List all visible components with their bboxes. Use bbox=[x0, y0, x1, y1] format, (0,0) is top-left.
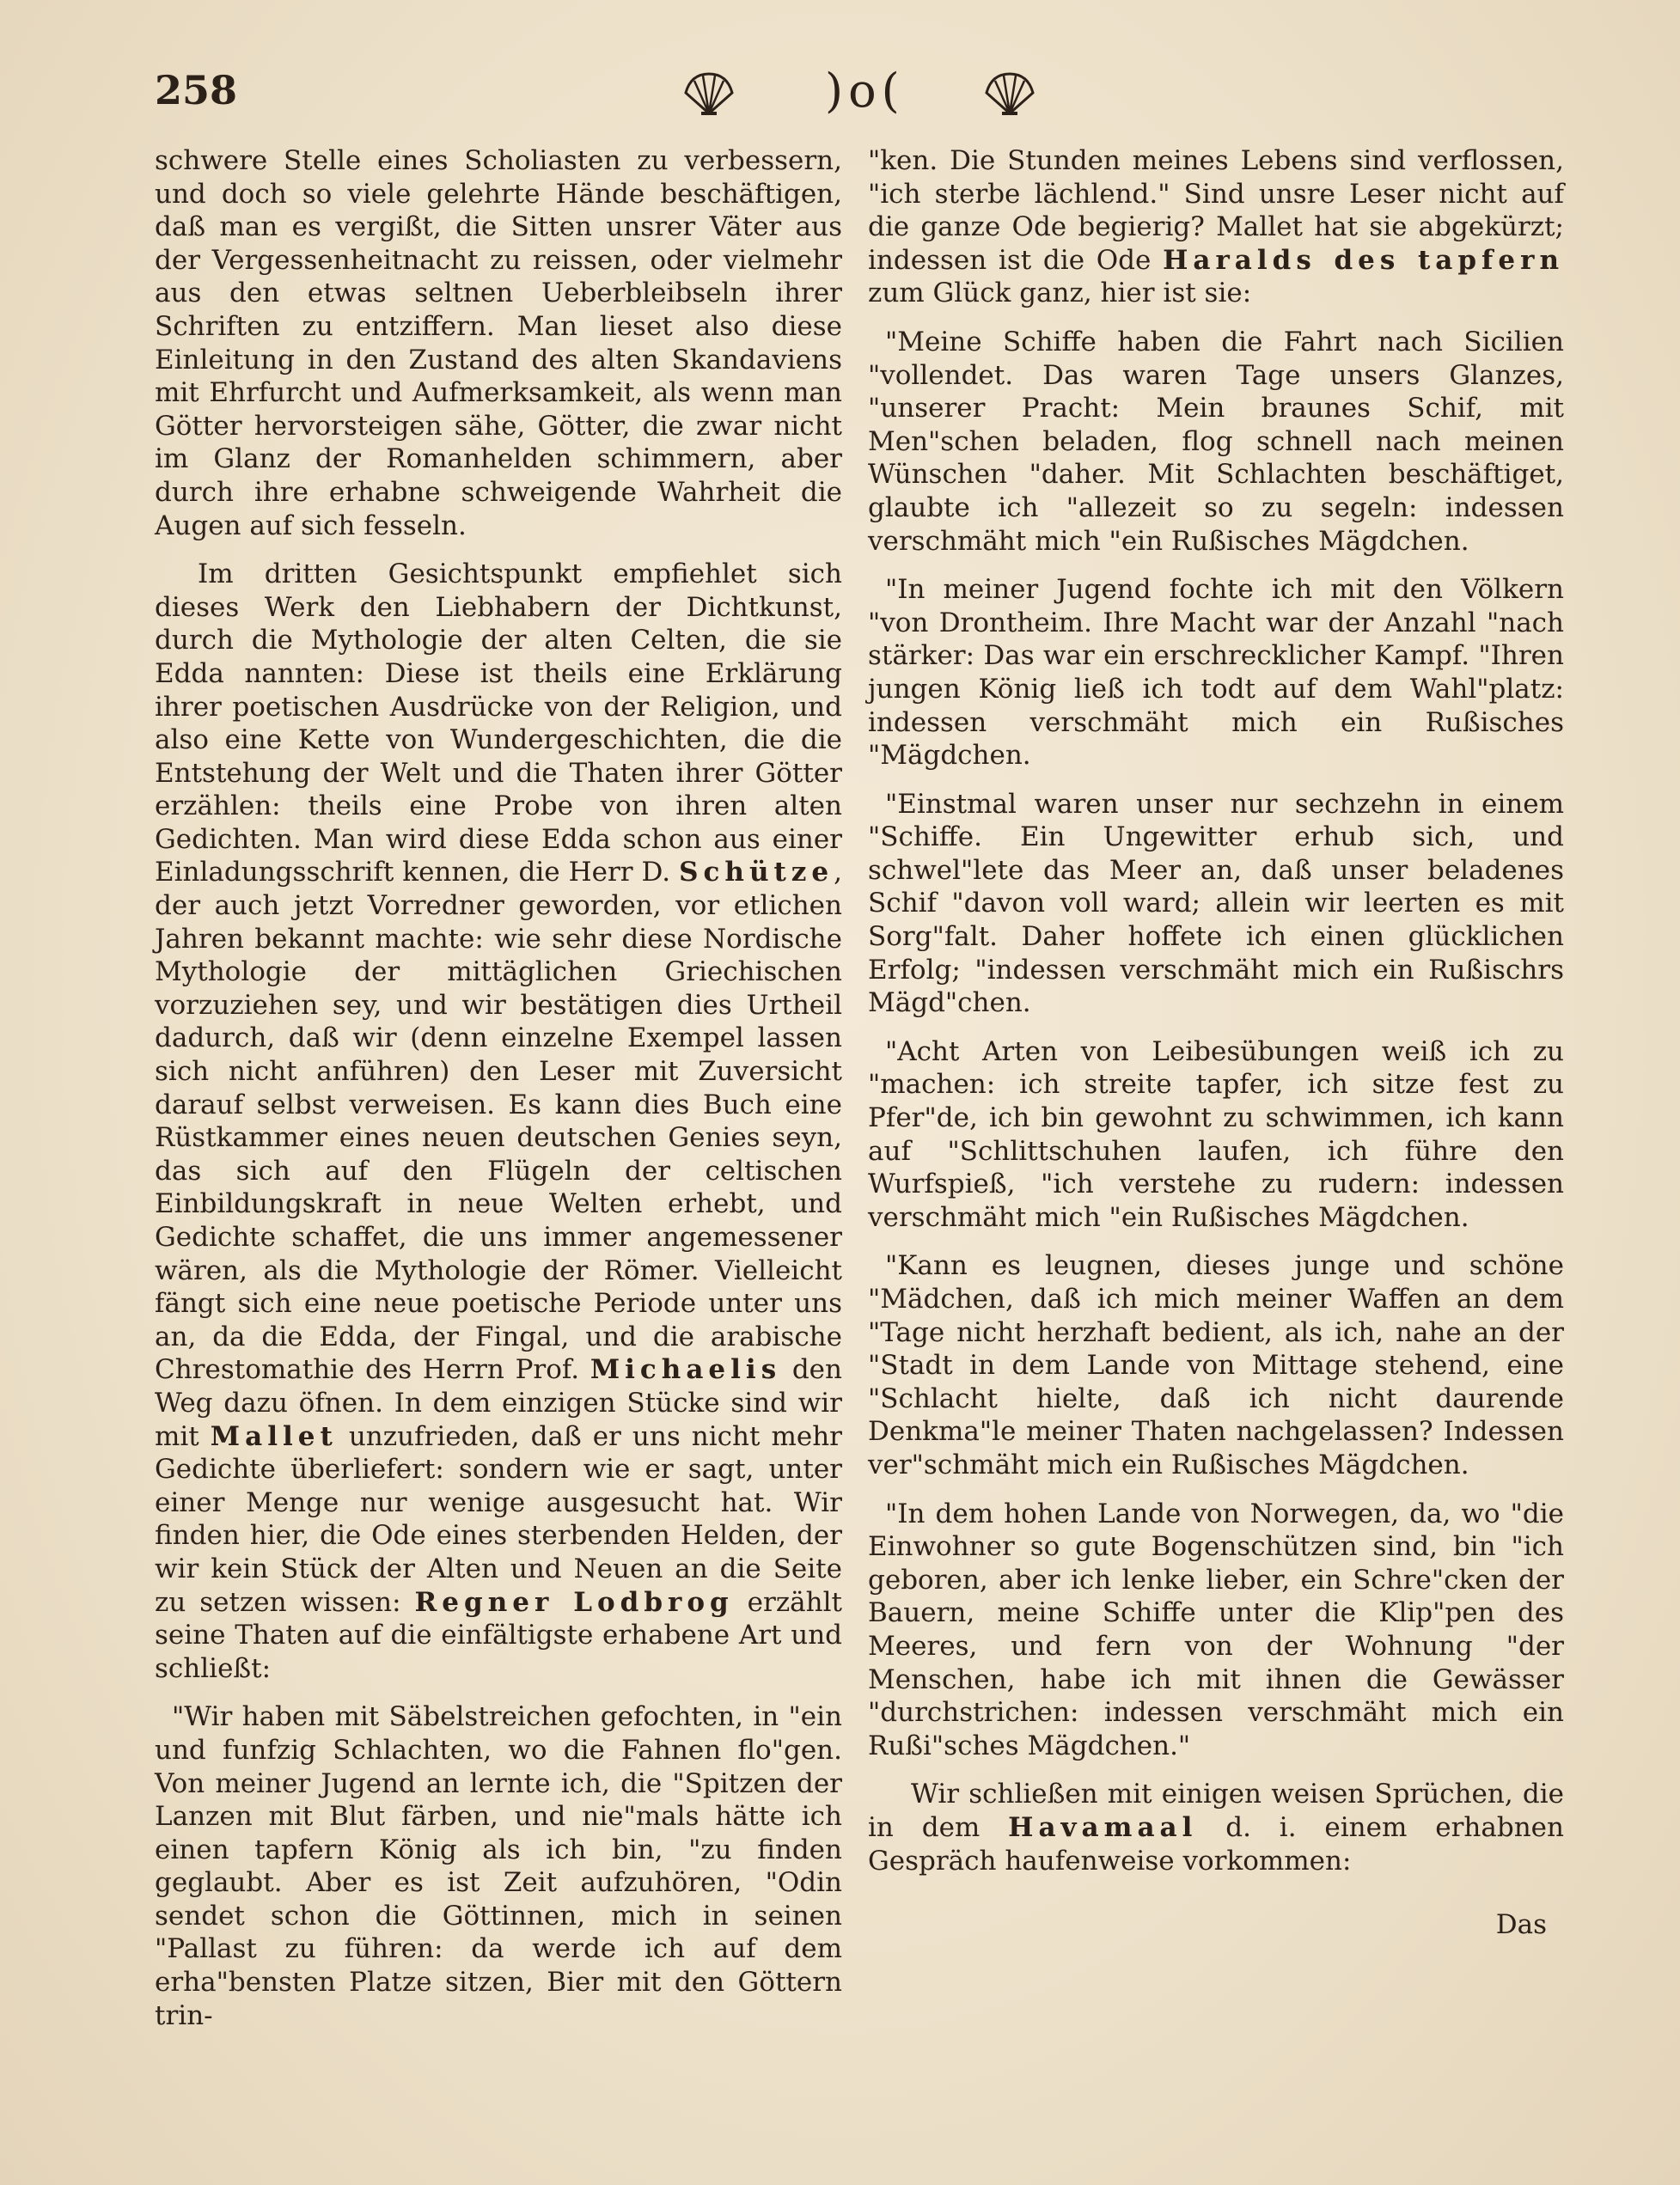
paragraph bbox=[155, 558, 842, 1685]
text-run: Im dritten Gesichtspunkt empfiehlet sich dieses Werk den Liebhabern der Dichtkunst, durch die Mythologie der alten Celten, die sie Edda nannten: Diese ist theils eine Erklärung ihrer poetischen Ausdrücke von der Religion, und also eine Kette von Wundergeschichten, die die Entstehung der Welt und die Thaten ihrer Götter erzählen: theils eine Probe von ihren alten Gedichten. Man wird diese Edda schon aus einer Einladungsschrift kennen, die Herr D. bbox=[155, 558, 842, 888]
text-run: d. i. einem erhabnen Gespräch haufenweise vorkommen: bbox=[868, 1811, 1564, 1877]
emphasized-name: Haralds des tapfern bbox=[1163, 244, 1564, 276]
emphasized-name: Michaelis bbox=[590, 1354, 782, 1386]
header-separator: )o( bbox=[825, 64, 905, 118]
left-column bbox=[155, 144, 842, 2048]
paragraph: schwere Stelle eines Scholiasten zu verbessern, und doch so viele gelehrte Hände beschäftigen, daß man es vergißt, die Sitten unsrer Väter aus der Vergessenheitnacht zu reissen, oder vielmehr aus den etwas seltnen Ueberbleibseln ihrer Schriften zu entziffern. Man lieset also diese Einleitung in den Zustand des alten Skandaviens mit Ehrfurcht und Aufmerksamkeit, als wenn man Götter hervorsteigen sähe, Götter, die zwar nicht im Glanz der Romanhelden schimmern, aber durch ihre erhabne schweigende Wahrheit die Augen auf sich fesseln. bbox=[155, 145, 842, 541]
paragraph bbox=[868, 144, 1564, 310]
paragraph bbox=[868, 1778, 1564, 1877]
text-run: zum Glück ganz, hier ist sie: bbox=[868, 278, 1252, 309]
emphasized-name: Mallet bbox=[210, 1420, 338, 1452]
text-run: unzufrieden, daß er uns nicht mehr Gedichte überliefert: sondern wie er sagt, unter einer Menge nur wenige ausgesucht hat. Wir finden hier, die Ode eines sterbenden Helden, der wir kein Stück der Alten und Neuen an die Seite zu setzen wissen: bbox=[155, 1420, 842, 1618]
page-number: 258 bbox=[155, 67, 238, 113]
quoted-stanza: "In meiner Jugend fochte ich mit den Völkern "von Drontheim. Ihre Macht war der Anzahl "nach stärker: Das war ein erschrecklicher Kampf. "Ihren jungen König ließ ich todt auf dem Wahl"platz: indessen verschmäht mich ein Rußisches "Mägdchen. bbox=[868, 574, 1564, 772]
quoted-stanza: "Wir haben mit Säbelstreichen gefochten, in "ein und funfzig Schlachten, wo die Fahnen flo"gen. Von meiner Jugend an lernte ich, die "Spitzen der Lanzen mit Blut färben, und nie"mals hätte ich einen tapfern König als ich bin, "zu finden geglaubt. Aber es ist Zeit aufzuhören, "Odin sendet schon die Göttinnen, mich in seinen "Pallast zu führen: da werde ich auf dem erha"bensten Platze sitzen, Bier mit den Göttern trin- bbox=[155, 1701, 842, 2031]
text-run: Wir schließen mit einigen weisen Sprüchen, die in dem bbox=[868, 1779, 1564, 1843]
emphasized-name: Regner Lodbrog bbox=[414, 1586, 734, 1618]
right-column bbox=[868, 144, 1564, 1893]
quoted-stanza: "Meine Schiffe haben die Fahrt nach Sicilien "vollendet. Das waren Tage unsers Glanzes, "unserer Pracht: Mein braunes Schif, mit Men"schen beladen, flog schnell nach meinen Wünschen "daher. Mit Schlachten beschäftiget, glaubte ich "allezeit so zu segeln: indessen verschmäht mich "ein Rußisches Mägdchen. bbox=[868, 326, 1564, 557]
catchword: Das bbox=[1495, 1909, 1547, 1940]
quoted-stanza: "Einstmal waren unser nur sechzehn in einem "Schiffe. Ein Ungewitter erhub sich, und schwel"lete das Meer an, daß unser beladenes Schif "davon voll ward; allein wir leerten es mit Sorg"falt. Daher hoffete ich einen glücklichen Erfolg; "indessen verschmäht mich ein Rußischrs Mägd"chen. bbox=[868, 788, 1564, 1019]
shell-ornament-icon bbox=[679, 69, 739, 120]
text-run: erzählt seine Thaten auf die einfältigste erhabene Art und schließt: bbox=[155, 1586, 842, 1684]
shell-ornament-icon bbox=[980, 69, 1040, 120]
quoted-stanza: "Kann es leugnen, dieses junge und schöne "Mädchen, daß ich mich meiner Waffen an dem "Tage nicht herzhaft bedient, als ich, nahe an der "Stadt in dem Lande von Mittage stehend, eine "Schlacht hielte, daß ich nicht daurende Denkma"le meiner Thaten nachgelassen? Indessen ver"schmäht mich ein Rußisches Mägdchen. bbox=[868, 1250, 1564, 1480]
quoted-stanza: "In dem hohen Lande von Norwegen, da, wo "die Einwohner so gute Bogenschützen sind, bin "ich geboren, aber ich lenke lieber, ein Schre"cken der Bauern, meine Schiffe unter die Klip"pen des Meeres, und fern von der Wohnung "der Menschen, habe ich mit ihnen die Gewässer "durchstrichen: indessen verschmäht mich ein Rußi"sches Mägdchen." bbox=[868, 1498, 1564, 1761]
emphasized-name: Schütze bbox=[679, 857, 834, 888]
text-run: "ken. Die Stunden meines Lebens sind verflossen, "ich sterbe lächlend." Sind unsre Leser nicht auf die ganze Ode begierig? Mallet hat sie abgekürzt; indessen ist die Ode bbox=[868, 145, 1564, 276]
emphasized-name: Havamaal bbox=[1008, 1811, 1198, 1843]
page-header bbox=[155, 60, 1564, 137]
quoted-stanza: "Acht Arten von Leibesübungen weiß ich zu "machen: ich streite tapfer, ich sitze fest zu Pfer"de, ich bin gewohnt zu schwimmen, ich kann auf "Schlittschuhen laufen, ich führe den Wurfspieß, "ich verstehe zu rudern: indessen verschmäht mich "ein Rußisches Mägdchen. bbox=[868, 1035, 1564, 1233]
text-run: , der auch jetzt Vorredner geworden, vor etlichen Jahren bekannt machte: wie sehr diese Nordische Mythologie der mittäglichen Griechischen vorzuziehen sey, und wir bestätigen dies Urtheil dadurch, daß wir (denn einzelne Exempel lassen sich nicht anführen) den Leser mit Zuversicht darauf selbst verweisen. Es kann dies Buch eine Rüstkammer eines neuen deutschen Genies seyn, das sich auf den Flügeln der celtischen Einbildungskraft in neue Welten erhebt, und Gedichte schaffet, die uns immer angemessener wären, als die Mythologie der Römer. Vielleicht fängt sich eine neue poetische Periode unter uns an, da die Edda, der Fingal, und die arabische Chrestomathie des Herrn Prof. bbox=[155, 857, 842, 1386]
text-run: den Weg dazu öfnen. In dem einzigen Stücke sind wir mit bbox=[155, 1354, 842, 1452]
